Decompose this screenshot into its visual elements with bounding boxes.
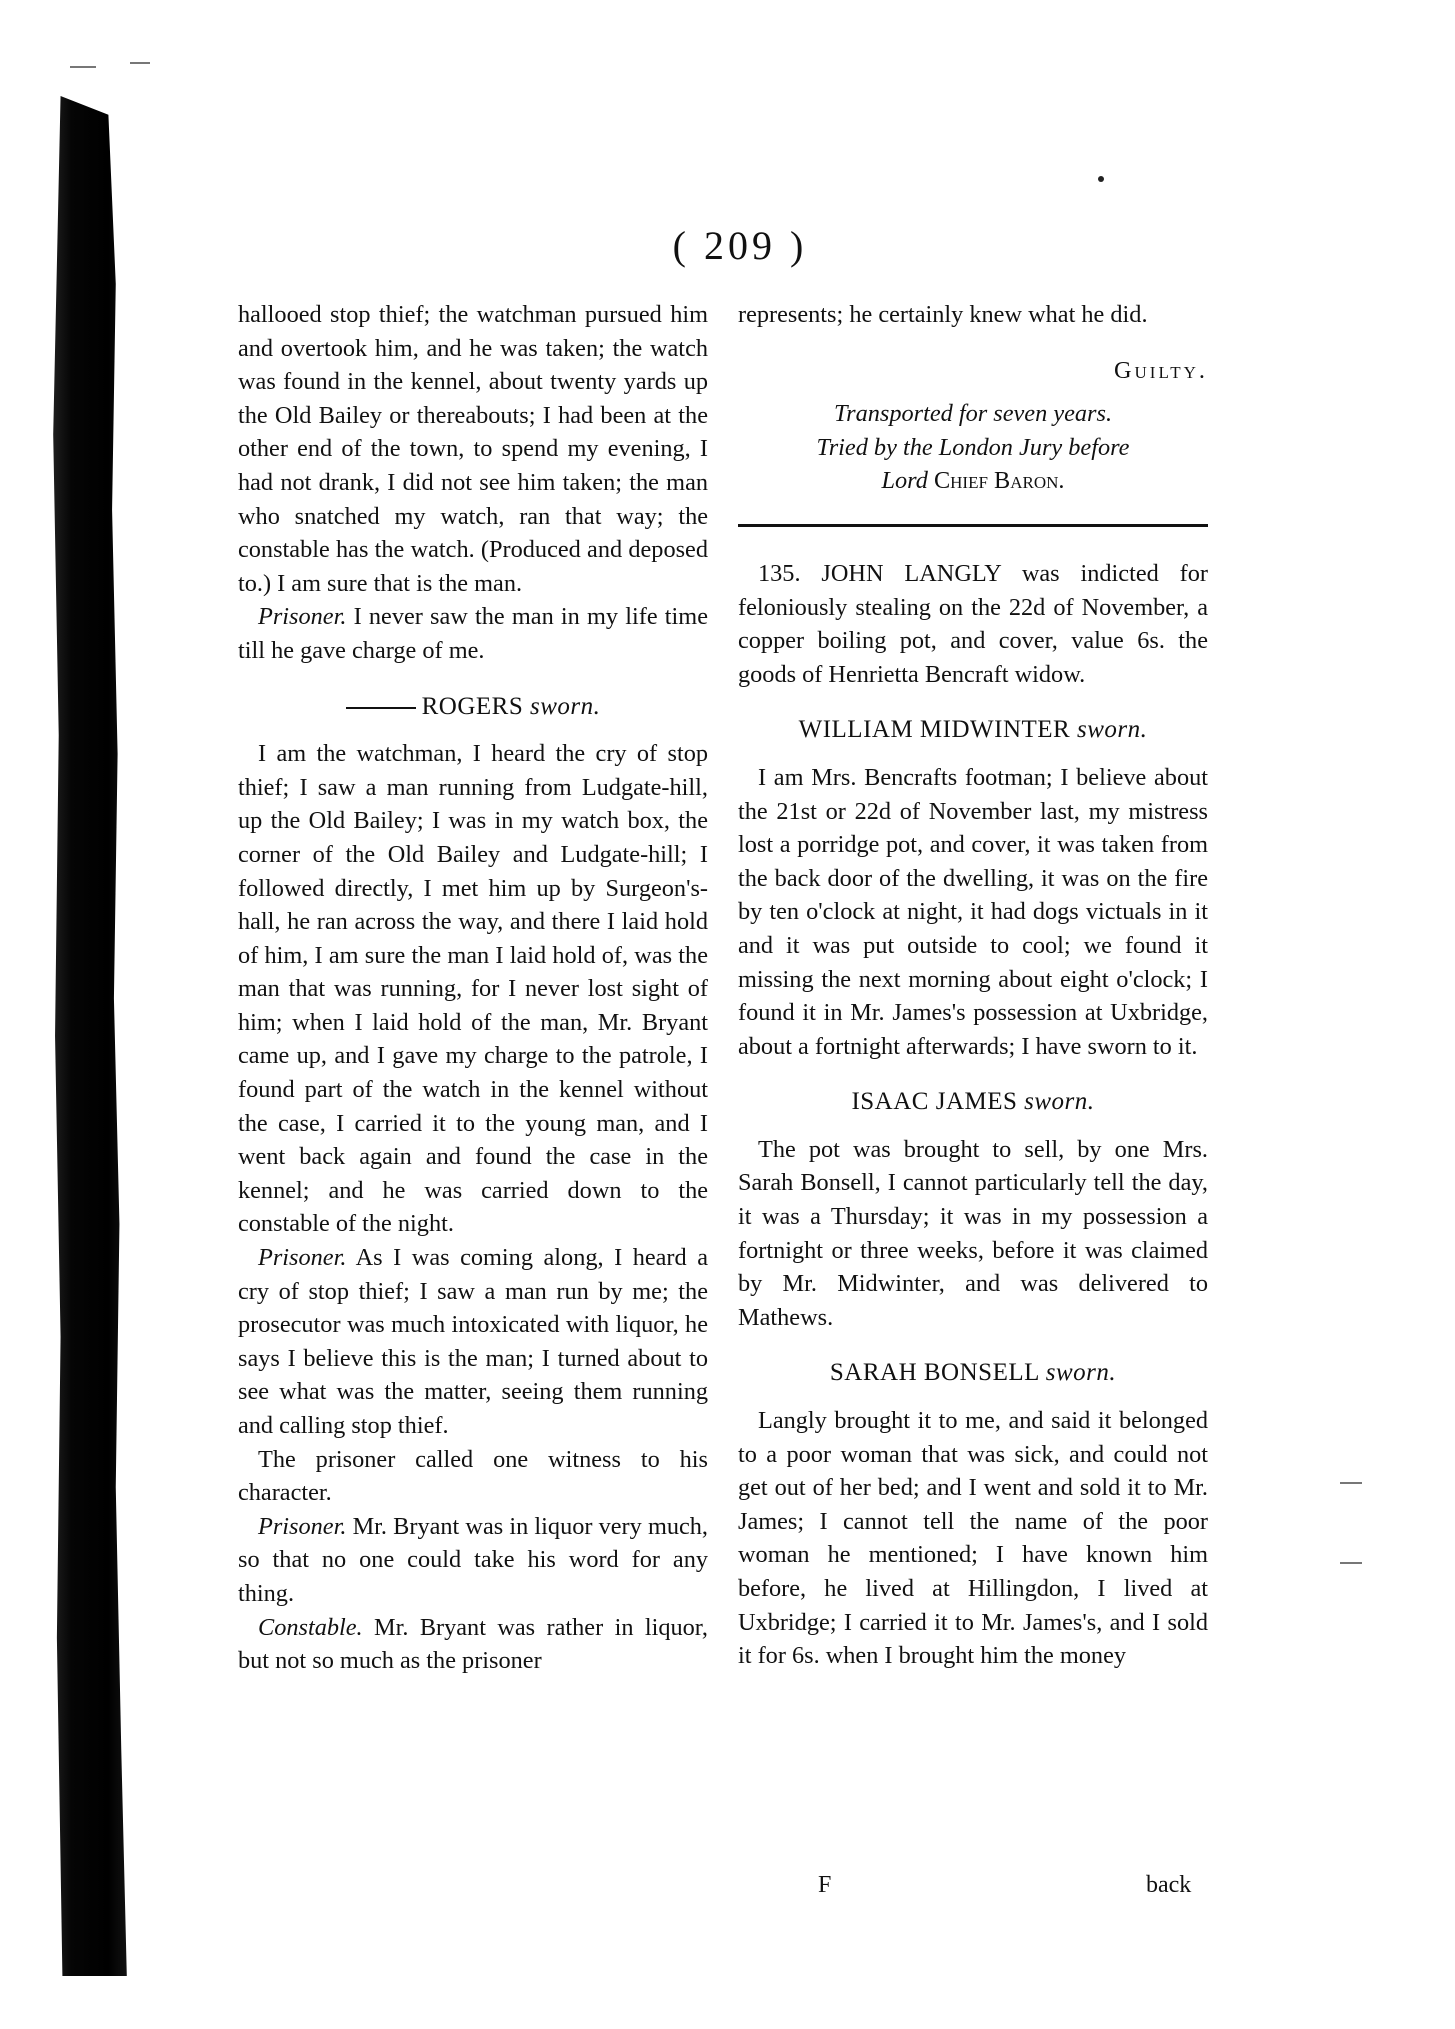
speaker-label: Prisoner.: [258, 603, 347, 631]
jury-line: Tried by the London Jury before: [816, 433, 1130, 461]
judge-prefix: Lord: [881, 467, 934, 495]
section-rule: [738, 524, 1208, 527]
scan-speck: [1340, 1482, 1362, 1484]
page-number: ( 209 ): [672, 223, 808, 268]
witness-name: WILLIAM MIDWINTER: [798, 716, 1071, 744]
paragraph: Langly brought it to me, and said it belonged to a poor woman that was sick, and could not get out of her bed; and I went and sold it to Mr. James; I cannot tell the name of the poor woman he mentioned; I have known him before, he lived at Hillingdon, I lived at Uxbridge; I carried it to Mr. James's, and I sold it for 6s. when I brought him the money: [738, 1407, 1208, 1670]
speaker-label: Prisoner.: [258, 1512, 347, 1540]
scan-speck: [130, 62, 150, 64]
paragraph: [238, 1241, 708, 1443]
testimony-text: Mr. Bryant was in liquor very much, so that no one could take his word for any thing.: [238, 1512, 708, 1607]
verdict: Guilty.: [1113, 356, 1208, 384]
testimony-text: I never saw the man in my life time till he gave charge of me.: [238, 603, 708, 664]
speaker-label: Constable.: [258, 1613, 363, 1641]
sworn-label: sworn.: [1076, 716, 1148, 744]
sentence-line: Transported for seven years.: [833, 400, 1113, 428]
paragraph: represents; he certainly knew what he did.: [738, 301, 1148, 328]
testimony-text: As I was coming along, I heard a cry of stop thief; I saw a man run by me; the prosecutor was much intoxicated with liquor, he says I believe this is the man; I turned about to see what was the matter, seeing them running and calling stop thief.: [238, 1244, 708, 1439]
witness-heading: [738, 713, 1208, 747]
paragraph: [238, 1510, 708, 1611]
binding-shadow: [44, 96, 136, 1976]
testimony-text: Mr. Bryant was rather in liquor, but not so much as the prisoner: [238, 1613, 708, 1675]
speaker-label: Prisoner.: [258, 1244, 347, 1272]
sworn-label: sworn.: [1024, 1088, 1095, 1116]
witness-heading: [738, 1356, 1208, 1390]
witness-name: ISAAC JAMES: [851, 1088, 1018, 1116]
paragraph: The pot was brought to sell, by one Mrs. Sarah Bonsell, I cannot particularly tell the day, it was a Thursday; it was in my possession a fortnight or three weeks, before it was claimed by Mr. Midwinter, and was delivered to Mathews.: [738, 1135, 1208, 1331]
paragraph: [238, 1611, 708, 1678]
dash-rule: [346, 707, 416, 709]
judge-line: [738, 464, 1208, 498]
signature-mark: F: [818, 1872, 832, 1898]
witness-name: ROGERS: [421, 692, 524, 720]
indictment-paragraph: 135. JOHN LANGLY was indicted for feloniously stealing on the 22d of November, a copper boiling pot, and cover, value 6s. the goods of Henrietta Bencraft widow.: [738, 559, 1208, 688]
paragraph: I am Mrs. Bencrafts footman; I believe about the 21st or 22d of November last, my mistress lost a porridge pot, and cover, it was taken from the back door of the dwelling, it was on the fire by ten o'clock at night, it had dogs victuals in it and it was put outside to cool; we found it missing the next morning about eight o'clock; I found it in Mr. James's possession at Uxbridge, about a fortnight afterwards; I have sworn to it.: [738, 763, 1208, 1060]
sworn-label: sworn.: [1045, 1359, 1117, 1387]
paragraph: The prisoner called one witness to his character.: [238, 1445, 708, 1507]
left-column: [238, 298, 708, 1678]
witness-heading: [738, 1085, 1208, 1119]
paragraph: [238, 600, 708, 667]
witness-name: SARAH BONSELL: [829, 1359, 1039, 1387]
paragraph: hallooed stop thief; the watchman pursued him and overtook him, and he was taken; the watch was found in the kennel, about twenty yards up the Old Bailey or thereabouts; I had been at the other end of the town, to spend my evening, I had not drank, I did not see him taken; the man who snatched my watch, ran that way; the constable has the watch. (Produced and deposed to.) I am sure that is the man.: [238, 301, 708, 597]
scan-speck: [1340, 1562, 1362, 1564]
paragraph: I am the watchman, I heard the cry of stop thief; I saw a man running from Ludgate-hill, up the Old Bailey; I was in my watch box, the corner of the Old Bailey and Ludgate-hill; I followed directly, I met him up by Surgeon's-hall, he ran across the way, and there I laid hold of him, I am sure the man I laid hold of, was the man that was running, for I never lost sight of him; when I laid hold of the man, Mr. Bryant came up, and I gave my charge to the patrole, I found part of the watch in the kennel without the case, I carried it to the young man, and I went back again and found the case in the kennel; and he was carried down to the constable of the night.: [238, 740, 708, 1238]
catchword: back: [1146, 1872, 1192, 1898]
judge-title: Chief Baron.: [933, 467, 1065, 495]
scan-speck: [70, 66, 96, 68]
sworn-label: sworn.: [530, 692, 601, 720]
witness-heading: [238, 690, 708, 724]
right-column: [738, 298, 1208, 1673]
ink-spot: [1098, 176, 1104, 182]
